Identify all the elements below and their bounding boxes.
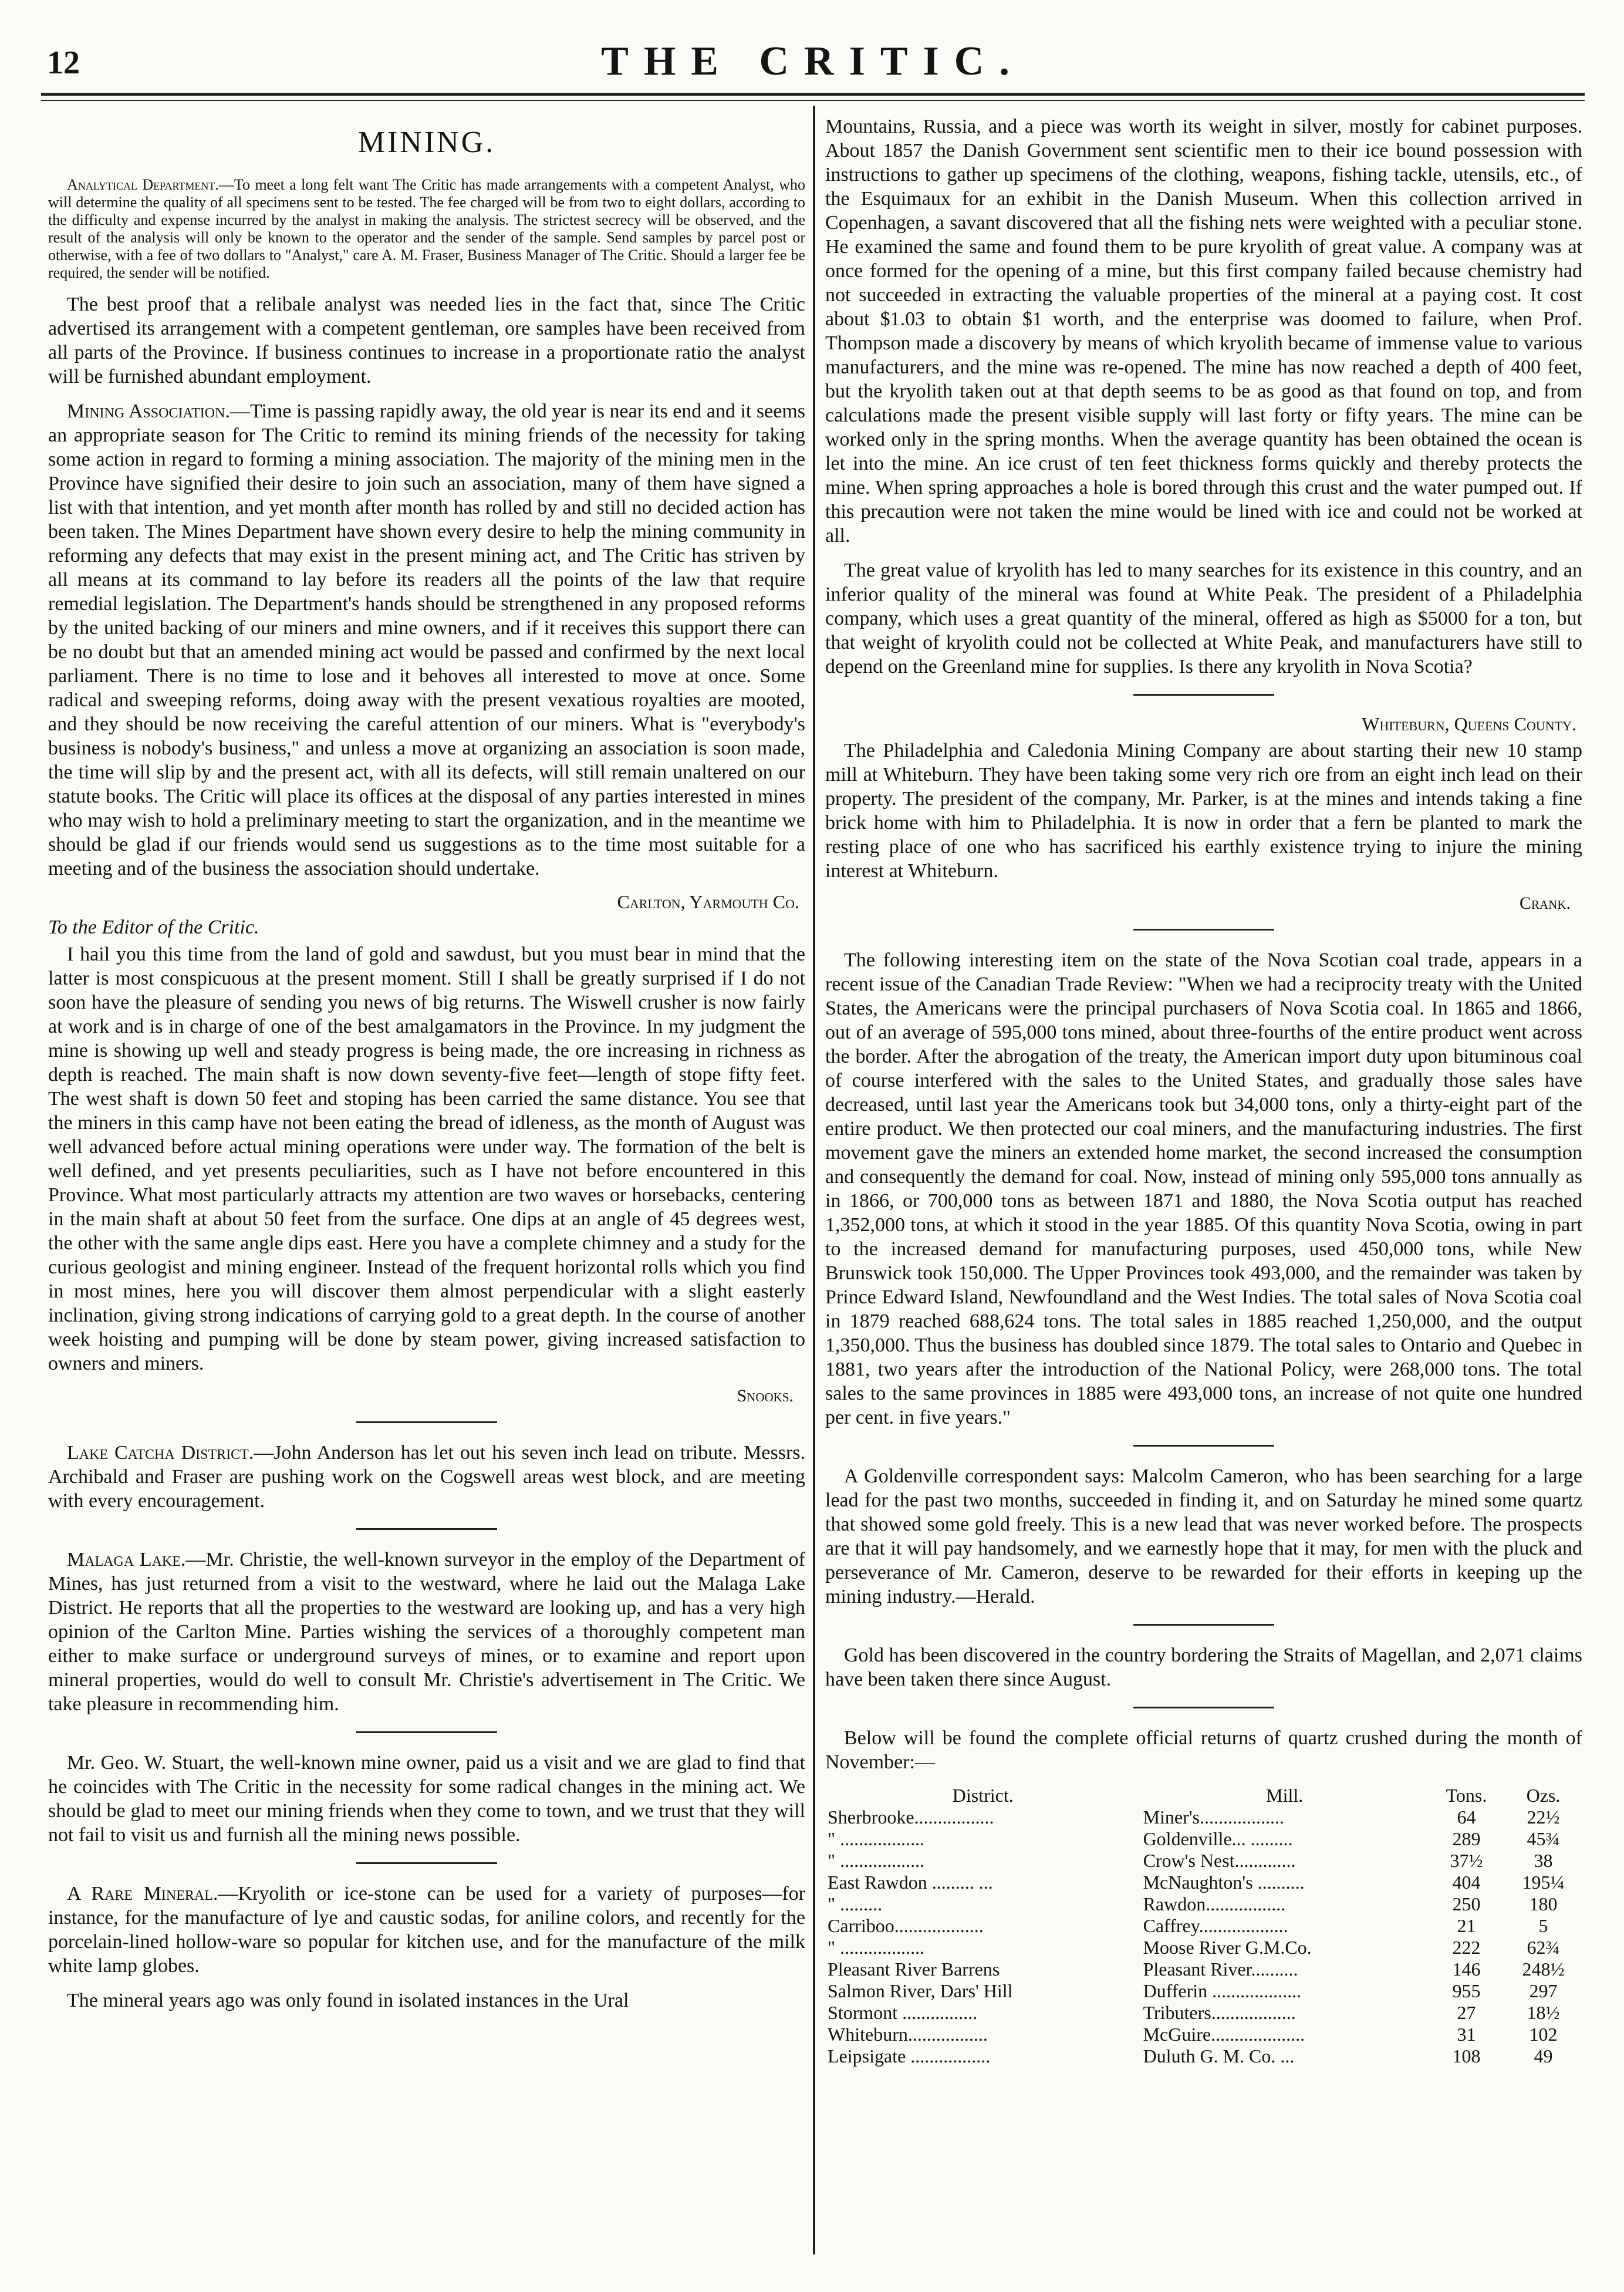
ozs-cell: 45¾: [1527, 1828, 1560, 1849]
right-column: [825, 114, 1582, 2251]
column-header: Mill.: [1266, 1785, 1304, 1806]
mill-cell: Caffrey...................: [1143, 1915, 1288, 1936]
ozs-cell: 195¼: [1522, 1872, 1565, 1893]
column-header: Tons.: [1446, 1785, 1487, 1806]
page-number: 12: [47, 45, 80, 81]
district-cell: Stormont ................: [828, 2002, 978, 2023]
header-rule-thin: [41, 100, 1585, 101]
ozs-cell: 248½: [1522, 1959, 1565, 1980]
district-cell: " ..................: [828, 1850, 925, 1871]
tons-cell: 146: [1452, 1959, 1481, 1980]
table-row: [825, 1828, 1582, 1850]
left-column: [48, 114, 805, 2251]
signature: Snooks.: [737, 1386, 794, 1405]
divider: [1133, 1624, 1274, 1626]
section-title: MINING.: [357, 126, 496, 159]
ozs-cell: 49: [1534, 2045, 1553, 2067]
mill-cell: Dufferin ...................: [1143, 1980, 1302, 2001]
column-divider: [813, 106, 815, 2254]
district-cell: Sherbrooke.................: [828, 1806, 994, 1828]
lake-catcha-article: [48, 1441, 805, 1513]
tons-cell: 289: [1452, 1828, 1481, 1849]
lead-in: Malaga Lake.: [67, 1549, 186, 1570]
tons-cell: 21: [1457, 1915, 1476, 1936]
signature: Crank.: [1519, 894, 1571, 913]
paragraph: Below will be found the complete official returns of quartz crushed during the month of November:—: [825, 1727, 1582, 1773]
divider: [1133, 694, 1274, 696]
mill-cell: Goldenville... .........: [1143, 1828, 1293, 1849]
rare-mineral-article: [48, 1882, 805, 1978]
lead-in: A Rare Mineral.: [67, 1883, 218, 1905]
dateline: Whiteburn, Queens County.: [1362, 713, 1576, 734]
tons-cell: 27: [1457, 2002, 1476, 2023]
goldenville-article: A Goldenville correspondent says: Malcolm Cameron, who has been searching for a large lead for the past two months, succeeded in finding it, and on Saturday he mined some quartz that showed some gold freely. This is a new lead that was never worked before. The prospects are that it will pay handsomely, and we earnestly hope that it may, for men with the pluck and perseverance of Mr. Cameron, deserve to be rewarded for their efforts in keeping up the mining industry.—Herald.: [825, 1465, 1582, 1607]
tons-cell: 37½: [1450, 1850, 1483, 1871]
paragraph: The Philadelphia and Caledonia Mining Company are about starting their new 10 stamp mill at Whiteburn. They have been taking some very rich ore from an eight inch lead on their property. The president of the company, Mr. Parker, is at the mines and intends taking a fine brick home with him to Philadelphia. It is now in order that a fern be planted to mark the resting place of one who has sacrificed his earthly existence trying to injure the mining interest at Whiteburn.: [825, 740, 1582, 882]
paragraph: The great value of kryolith has led to many searches for its existence in this country, and an inferior quality of the mineral was found at White Peak. The president of a Philadelphia company, which uses a great quantity of the mineral, offered as high as $5000 for a ton, but that weight of kryolith could not be collected at White Peak, and manufacturers have still to depend on the Greenland mine for supplies. Is there any kryolith in Nova Scotia?: [825, 559, 1582, 678]
page-header: [41, 32, 1585, 91]
letter-body: I hail you this time from the land of gold and sawdust, but you must bear in mind that the latter is most conspicuous at the present moment. Still I shall be greatly surprised if I do not soon have the pleasure of sending you news of big returns. The Wiswell crusher is now fairly at work and is in charge of one of the best amalgamators in the Province. In my judgment the mine is showing up well and steady progress is being made, the ore increasing in richness as depth is reached. The main shaft is now down seventy-five feet—length of stope fifty feet. The west shaft is down 50 feet and stoping has been carried the same distance. You see that the miners in this camp have not been eating the bread of idleness, as the month of August was well advanced before actual mining operations were under way. The formation of the belt is well defined, and yet presents peculiarities, such as I have not before encountered in this Province. What most particularly attracts my attention are two waves or horsebacks, centering in the main shaft at about 50 feet from the surface. One dips at an angle of 45 degrees west, the other with the same angle dips east. Here you have a complete chimney and a study for the curious geologist and mining engineer. Instead of the frequent horizontal rolls which you find in most mines, here you will discover them almost perpendicular with a slight easterly inclination, giving strong indications of carrying gold to a great depth. In the course of another week hoisting and pumping will be done by steam power, giving increased satisfaction to owners and miners.: [48, 943, 805, 1374]
divider: [1133, 929, 1274, 931]
ozs-cell: 102: [1529, 2024, 1558, 2045]
lead-in: Analytical Department.: [67, 176, 219, 193]
paragraph-text: —John Anderson has let out his seven inch lead on tribute. Messrs. Archibald and Fraser are pushing work on the Cogswell areas west block, and are meeting with every encouragement.: [48, 1442, 805, 1512]
mill-cell: Miner's..................: [1143, 1806, 1284, 1828]
mill-cell: Tributers..................: [1143, 2002, 1296, 2023]
paragraph-text: —To meet a long felt want The Critic has made arrangements with a competent Analyst, who will determine the quality of all specimens sent to be tested. The fee charged will be from two to eight dollars, according to the difficulty and expense incurred by the analyst in making the analysis. The strictest secrecy will be observed, and the result of the analysis will only be known to the operator and the sender of the sample. Send samples by parcel post or otherwise, with a fee of two dollars to "Analyst," care A. M. Fraser, Business Manager of The Critic. Should a larger fee be required, the sender will be notified.: [48, 176, 805, 281]
divider: [356, 1862, 497, 1864]
paragraph: The best proof that a relibale analyst was needed lies in the fact that, since The Critic advertised its arrangement with a competent gentleman, ore samples have been received from all parts of the Province. If business continues to increase in a proportionate ratio the analyst will be furnished abundant employment.: [48, 294, 805, 387]
district-cell: " .........: [828, 1893, 883, 1915]
district-cell: Pleasant River Barrens: [828, 1959, 1000, 1980]
divider: [356, 1421, 497, 1423]
district-cell: " ..................: [828, 1937, 925, 1958]
divider: [356, 1528, 497, 1530]
district-cell: Carriboo...................: [828, 1915, 984, 1936]
ozs-cell: 180: [1529, 1893, 1558, 1915]
paragraph: Gold has been discovered in the country bordering the Straits of Magellan, and 2,071 claims have been taken there since August.: [825, 1644, 1582, 1690]
divider: [1133, 1707, 1274, 1708]
table-row: [825, 2045, 1582, 2067]
mill-cell: McNaughton's ..........: [1143, 1872, 1305, 1893]
header-rule: [41, 93, 1585, 96]
table-row: [825, 1937, 1582, 1959]
tons-cell: 64: [1457, 1806, 1476, 1828]
ozs-cell: 5: [1538, 1915, 1548, 1936]
district-cell: " ..................: [828, 1828, 925, 1849]
tons-cell: 404: [1452, 1872, 1481, 1893]
paragraph-text: —Mr. Christie, the well-known surveyor in the employ of the Department of Mines, has just returned from a visit to the westward, where he laid out the Malaga Lake District. He reports that all the properties to the westward are looking up, and has a very high opinion of the Carlton Mine. Parties wishing the services of a thoroughly competent man either to make surface or underground surveys of mines, or to examine and report upon mineral properties, would do well to consult Mr. Christie's advertisement in The Critic. We take pleasure in recommending him.: [48, 1549, 805, 1715]
table-header-row: [825, 1785, 1582, 1806]
table-row: [825, 2024, 1582, 2045]
paragraph-text: —Kryolith or ice-stone can be used for a variety of purposes—for instance, for the manufacture of lye and caustic sodas, for aniline colors, and recently for the porcelain-lined hollow-ware so popular for kitchen use, and for the manufacture of the milk white lamp globes.: [48, 1883, 805, 1977]
analytical-department-notice: [48, 176, 805, 282]
paragraph: Mr. Geo. W. Stuart, the well-known mine owner, paid us a visit and we are glad to find that he coincides with The Critic in the necessity for some radical changes in the mining act. We should be glad to meet our mining friends when they come to town, and we trust that they will not fail to visit us and furnish all the mining news possible.: [48, 1752, 805, 1846]
mining-association-article: [48, 399, 805, 881]
lead-in: Mining Association.: [67, 400, 230, 422]
ozs-cell: 62¾: [1527, 1937, 1560, 1958]
table-row: [825, 1915, 1582, 1937]
tons-cell: 250: [1452, 1893, 1481, 1915]
district-cell: Leipsigate .................: [828, 2045, 991, 2067]
mill-cell: Rawdon.................: [1143, 1893, 1286, 1915]
lead-in: Lake Catcha District.: [67, 1442, 254, 1464]
mill-cell: Moose River G.M.Co.: [1143, 1937, 1312, 1958]
tons-cell: 222: [1452, 1937, 1481, 1958]
mill-cell: Duluth G. M. Co. ...: [1143, 2045, 1295, 2067]
mill-cell: McGuire....................: [1143, 2024, 1305, 2045]
ozs-cell: 38: [1534, 1850, 1553, 1871]
table-row: [825, 2002, 1582, 2024]
district-cell: East Rawdon ......... ...: [828, 1872, 993, 1893]
district-cell: Salmon River, Dars' Hill: [828, 1980, 1013, 2001]
tons-cell: 955: [1452, 1980, 1481, 2001]
paragraph: Mountains, Russia, and a piece was worth its weight in silver, mostly for cabinet purposes. About 1857 the Danish Government sent scientific men to their ice bound possession with instructions to gather up specimens of the clothing, weapons, fishing tackle, utensils, etc., of the Esquimaux for an exhibit in the Danish Museum. When this collection arrived in Copenhagen, a savant discovered that all the fishing nets were weighted with a peculiar stone. He examined the same and found them to be pure kryolith of great value. A company was at once formed for the opening of a mine, but this first company failed because chemistry had not succeeded in extracting the valuable properties of the mineral at a paying cost. It cost about $1.03 to obtain $1 worth, and the enterprise was doomed to failure, when Prof. Thompson made a discovery by means of which kryolith became of immense value to various manufacturers, and the mine was re-opened. The mine has now reached a depth of 400 feet, but the kryolith taken out at that depth seems to be as good as that found on top, and from calculations made the present visible supply will last forty or fifty years. The mine can be worked only in the spring months. When the average quantity has been obtained the ocean is let into the mine. An ice crust of ten feet thickness forms quickly and thereby protects the mine. When spring approaches a hole is bored through this crust and the water pumped out. If this precaution were not taken the mine would be lined with ice and could not be worked at all.: [825, 116, 1582, 547]
coal-trade-article: The following interesting item on the state of the Nova Scotian coal trade, appears in a recent issue of the Canadian Trade Review: "When we had a reciprocity treaty with the United States, the Americans were the principal purchasers of Nova Scotia coal. In 1865 and 1866, out of an average of 595,000 tons mined, about three-fourths of the entire product went across the border. After the abrogation of the treaty, the American import duty upon bituminous coal of course interfered with the sales to the United States, and gradually those sales have decreased, until last year the Americans took but 34,000 tons, only a thirty-eight part of the entire product. We then protected our coal miners, and the manufacturing industries. The first movement gave the miners an extended home market, the second increased the consumption and consequently the demand for coal. Now, instead of mining only 595,000 tons annually as in 1866, or 700,000 tons as between 1871 and 1880, the Nova Scotia output has reached 1,352,000 tons, at which it stood in the year 1885. Of this quantity Nova Scotia, owing in part to the increased demand for manufacturing purposes, used 450,000 tons, while New Brunswick took 150,000. The Upper Provinces took 493,000, and the remainder was taken by Prince Edward Island, Newfoundland and the West Indies. The total sales of Nova Scotia coal in 1879 reached 688,624 tons. The total sales in 1885 reached 1,250,000, and the output 1,350,000. Thus the business has doubled since 1879. The total sales to Ontario and Quebec in 1881, two years after the introduction of the National Policy, were 268,000 tons. The total sales to the same provinces in 1885 were 493,000 tons, an increase of not quite one hundred per cent. in five years.": [825, 949, 1582, 1428]
mill-cell: Pleasant River..........: [1143, 1959, 1298, 1980]
divider: [1133, 1445, 1274, 1447]
dateline: Carlton, Yarmouth Co.: [617, 891, 799, 912]
table-row: [825, 1893, 1582, 1915]
malaga-lake-article: [48, 1548, 805, 1716]
ozs-cell: 18½: [1527, 2002, 1560, 2023]
paragraph-text: —Time is passing rapidly away, the old year is near its end and it seems an appropriate season for The Critic to remind its mining friends of the necessity for taking some action in regard to forming a mining association. The majority of the mining men in the Province have signified their desire to join such an association, many of them have signed a list with that intention, and yet month after month has rolled by and still no decided action has been taken. The Mines Department have shown every desire to help the mining community in reforming any defects that may exist in the present mining act, and The Critic has striven by all means at its command to lay before its readers all the points of the law that require remedial legislation. The Department's hands should be strengthened in any proposed reforms by the united backing of our miners and mine owners, and if it receives this support there can be no doubt but that an amended mining act would be passed and confirmed by the next local parliament. There is no time to lose and it behoves all interested to move at once. Some radical and sweeping reforms, doing away with the present vexatious royalties are mooted, and they should be now receiving the careful attention of our miners. What is "everybody's business is nobody's business," and unless a move at organizing an association is soon made, the time will slip by and the present act, with all its defects, will still remain unaltered on our statute books. The Critic will place its offices at the disposal of any parties interested in mines who may wish to hold a preliminary meeting to start the organization, and in the meantime we should be glad if our friends would send us suggestions as to the time most suitable for a meeting and of the business the association should undertake.: [48, 400, 805, 879]
quartz-returns-table: [825, 1785, 1582, 2067]
table-row: [825, 1806, 1582, 1828]
ozs-cell: 297: [1529, 1980, 1558, 2001]
table-row: [825, 1850, 1582, 1872]
masthead: THE CRITIC.: [601, 39, 1025, 84]
tons-cell: 108: [1452, 2045, 1481, 2067]
column-header: Ozs.: [1526, 1785, 1561, 1806]
divider: [356, 1731, 497, 1733]
column-header: District.: [952, 1785, 1014, 1806]
mill-cell: Crow's Nest.............: [1143, 1850, 1296, 1871]
table-row: [825, 1872, 1582, 1893]
tons-cell: 31: [1457, 2024, 1476, 2045]
ozs-cell: 22½: [1527, 1806, 1560, 1828]
district-cell: Whiteburn.................: [828, 2024, 988, 2045]
table-row: [825, 1980, 1582, 2002]
table-row: [825, 1959, 1582, 1980]
paragraph: The mineral years ago was only found in isolated instances in the Ural: [67, 1990, 629, 2011]
salutation: To the Editor of the Critic.: [48, 916, 259, 938]
